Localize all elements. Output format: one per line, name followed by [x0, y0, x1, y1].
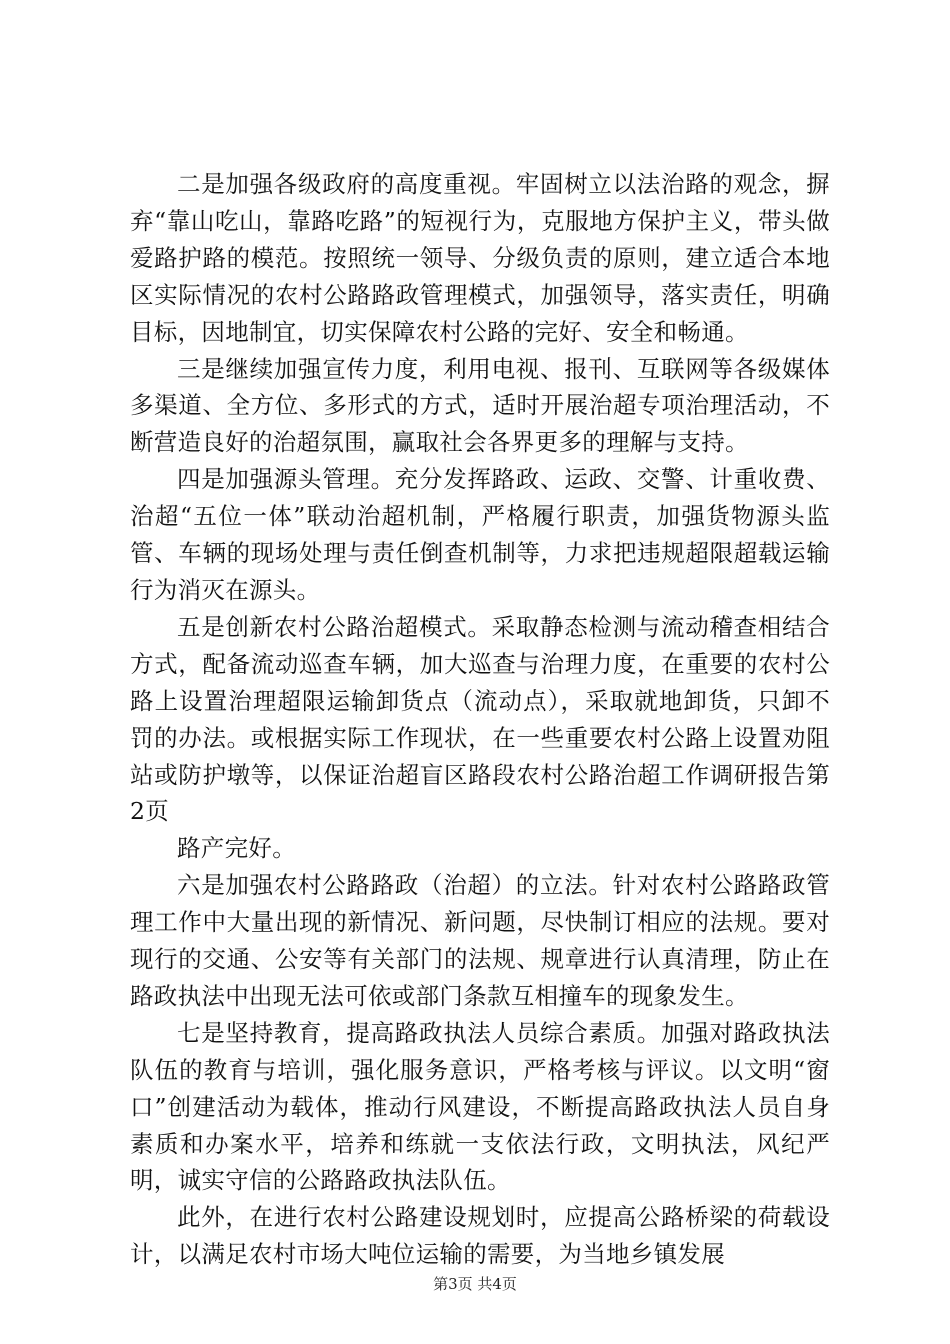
- document-body: [130, 166, 830, 1273]
- paragraph-5: 路产完好。: [177, 834, 296, 863]
- paragraph-1: 二是加强各级政府的高度重视。牢固树立以法治路的观念，摒弃“靠山吃山，靠路吃路”的短视行为，克服地方保护主义，带头做爱路护路的模范。按照统一领导、分级负责的原则，建立适合本地区实际情况的农村公路路政管理模式，加强领导，落实责任，明确目标，因地制宜，切实保障农村公路的完好、安全和畅通。: [130, 170, 830, 346]
- paragraph-3: 四是加强源头管理。充分发挥路政、运政、交警、计重收费、治超“五位一体”联动治超机制，严格履行职责，加强货物源头监管、车辆的现场处理与责任倒查机制等，力求把违规超限超载运输行为消灭在源头。: [130, 465, 830, 604]
- page-number-label: 第3页 共4页: [433, 1275, 517, 1293]
- paragraph-8: 此外，在进行农村公路建设规划时，应提高公路桥梁的荷载设计，以满足农村市场大吨位运输的需要，为当地乡镇发展: [130, 1203, 830, 1269]
- paragraph-2: 三是继续加强宣传力度，利用电视、报刊、互联网等各级媒体多渠道、全方位、多形式的方式，适时开展治超专项治理活动，不断营造良好的治超氛围，赢取社会各界更多的理解与支持。: [130, 354, 830, 457]
- paragraph-7: 七是坚持教育，提高路政执法人员综合素质。加强对路政执法队伍的教育与培训，强化服务意识，严格考核与评议。以文明“窗口”创建活动为载体，推动行风建设，不断提高路政执法人员自身素质和办案水平，培养和练就一支依法行政，文明执法，风纪严明，诚实守信的公路路政执法队伍。: [130, 1018, 830, 1195]
- paragraph-4: 五是创新农村公路治超模式。采取静态检测与流动稽查相结合方式，配备流动巡查车辆，加大巡查与治理力度，在重要的农村公路上设置治理超限运输卸货点（流动点），采取就地卸货，只卸不罚的办法。或根据实际工作现状，在一些重要农村公路上设置劝阻站或防护墩等，以保证治超盲区路段农村公路治超工作调研报告第2页: [130, 612, 830, 826]
- page-footer: [0, 1274, 950, 1294]
- paragraph-6: 六是加强农村公路路政（治超）的立法。针对农村公路路政管理工作中大量出现的新情况、新问题，尽快制订相应的法规。要对现行的交通、公安等有关部门的法规、规章进行认真清理，防止在路政执法中出现无法可依或部门条款互相撞车的现象发生。: [130, 871, 830, 1010]
